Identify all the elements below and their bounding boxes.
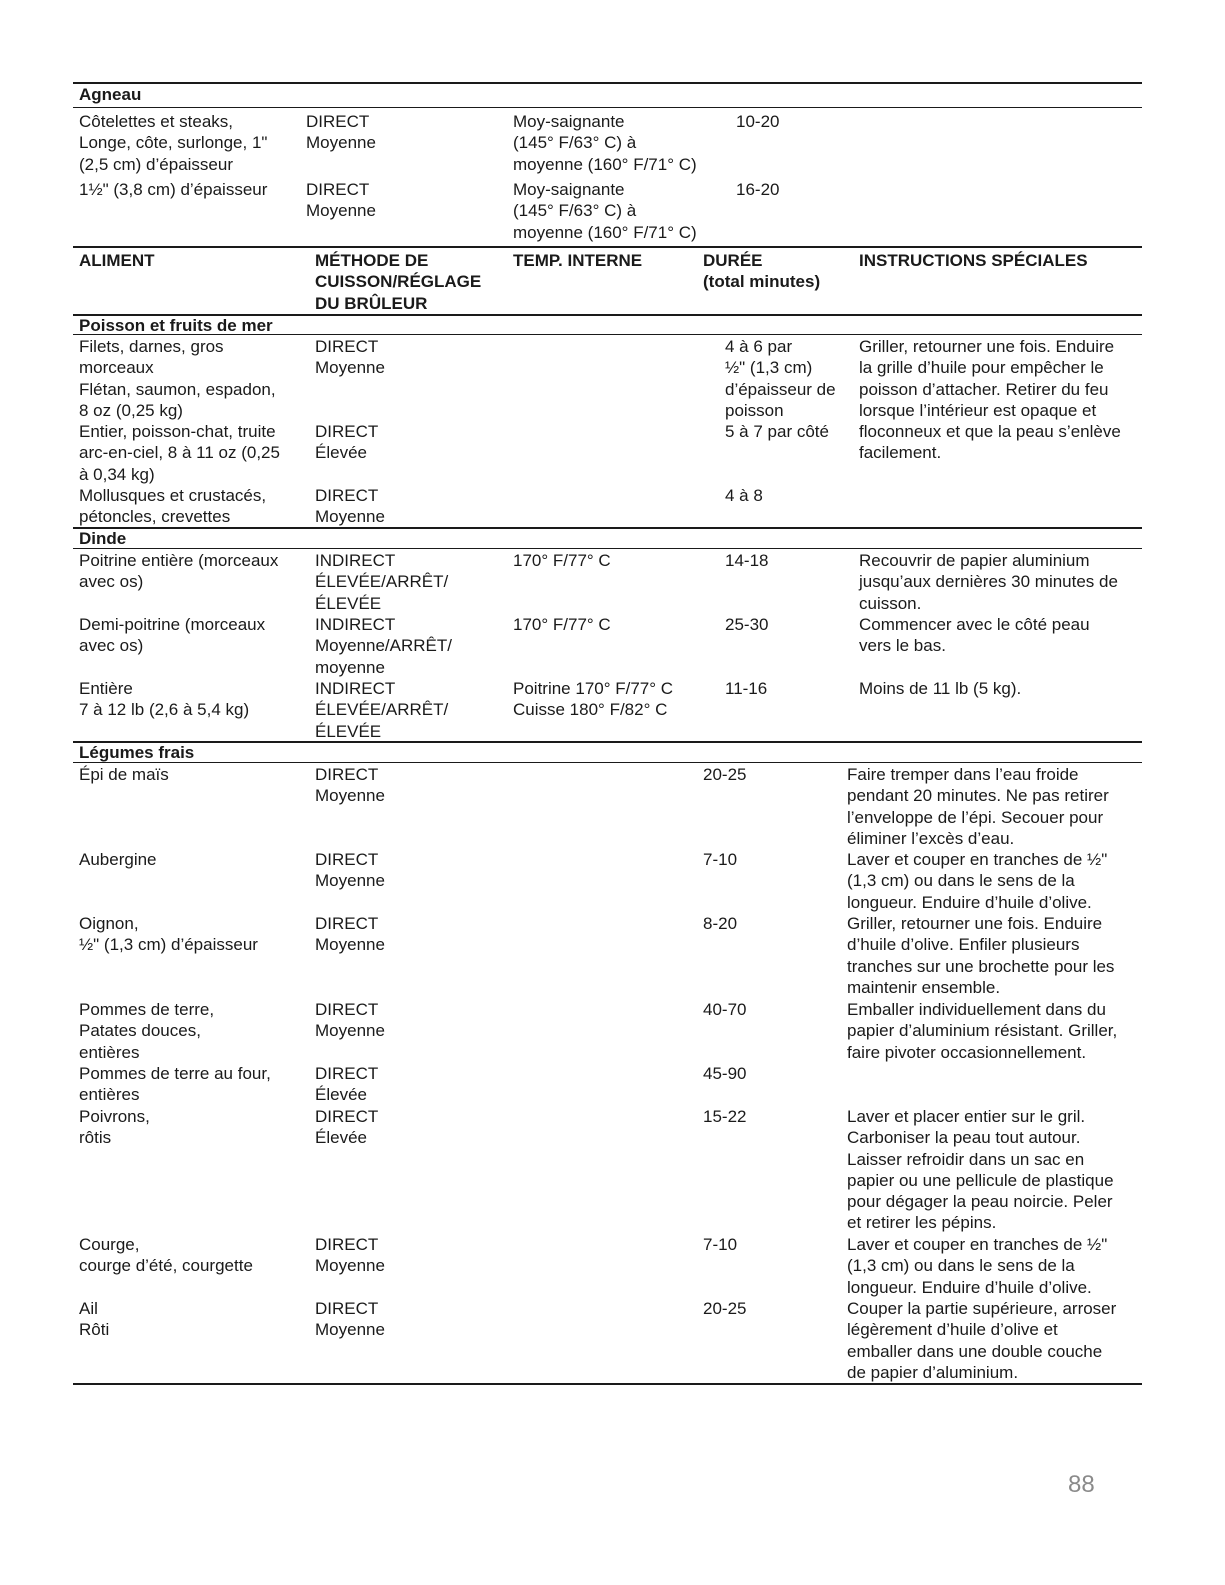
dinde-row-2-duree: 25-30: [725, 615, 769, 634]
poisson-row-2-methode: DIRECT Élevée: [315, 422, 379, 463]
dinde-row-1-temp: 170° F/77° C: [513, 551, 611, 570]
dinde-row-2-instructions: Commencer avec le côté peau vers le bas.: [859, 615, 1090, 656]
agneau-row-1-methode: DIRECT Moyenne: [306, 112, 376, 153]
legumes-row-2-instructions: Laver et couper en tranches de ½" (1,3 cm) ou dans le sens de la longueur. Enduire d’huile d’olive.: [847, 850, 1108, 912]
dinde-row-2-temp: 170° F/77° C: [513, 615, 611, 634]
legumes-row-5-methode: DIRECT Élevée: [315, 1064, 379, 1105]
poisson-row-1-aliment: Filets, darnes, gros morceaux Flétan, saumon, espadon, 8 oz (0,25 kg): [79, 337, 276, 420]
poisson-row-1-duree: 4 à 6 par ½" (1,3 cm) d’épaisseur de poisson: [725, 337, 836, 420]
poisson-row-3-methode: DIRECT Moyenne: [315, 486, 385, 527]
dinde-row-1-aliment: Poitrine entière (morceaux avec os): [79, 551, 279, 592]
legumes-row-5-aliment: Pommes de terre au four, entières: [79, 1064, 271, 1105]
header-aliment: ALIMENT: [79, 251, 155, 270]
dinde-row-1-instructions: Recouvrir de papier aluminium jusqu’aux dernières 30 minutes de cuisson.: [859, 551, 1118, 613]
legumes-row-7-duree: 7-10: [703, 1235, 738, 1254]
legumes-row-5-duree: 45-90: [703, 1064, 747, 1083]
dinde-row-3-aliment: Entière 7 à 12 lb (2,6 à 5,4 kg): [79, 679, 250, 720]
section-title-poisson: Poisson et fruits de mer: [79, 316, 273, 335]
dinde-row-2-aliment: Demi-poitrine (morceaux avec os): [79, 615, 266, 656]
agneau-row-1-aliment: Côtelettes et steaks, Longe, côte, surlonge, 1" (2,5 cm) d’épaisseur: [79, 112, 268, 174]
dinde-row-1-duree: 14-18: [725, 551, 769, 570]
section-title-agneau: Agneau: [79, 85, 142, 104]
dinde-row-3-instructions: Moins de 11 lb (5 kg).: [859, 679, 1022, 698]
legumes-row-4-methode: DIRECT Moyenne: [315, 1000, 385, 1041]
header-temp: TEMP. INTERNE: [513, 251, 643, 270]
rule-top: [73, 82, 1142, 84]
legumes-row-8-duree: 20-25: [703, 1299, 747, 1318]
dinde-row-3-methode: INDIRECT ÉLEVÉE/ARRÊT/ ÉLEVÉE: [315, 679, 449, 741]
poisson-row-1-instructions: Griller, retourner une fois. Enduire la grille d’huile pour empêcher le poisson d’attacher. Retirer du feu lorsque l’intérieur est opaque et floconneux et que la peau s’enlève facilement.: [859, 337, 1121, 463]
poisson-row-3-duree: 4 à 8: [725, 486, 763, 505]
header-methode: MÉTHODE DE CUISSON/RÉGLAGE DU BRÛLEUR: [315, 251, 482, 313]
legumes-row-6-duree: 15-22: [703, 1107, 747, 1126]
legumes-row-8-aliment: Ail Rôti: [79, 1299, 110, 1340]
agneau-row-2-duree: 16-20: [736, 180, 780, 199]
rule-bottom: [73, 1383, 1142, 1385]
legumes-row-1-duree: 20-25: [703, 765, 747, 784]
poisson-row-3-aliment: Mollusques et crustacés, pétoncles, crevettes: [79, 486, 267, 527]
agneau-row-2-aliment: 1½" (3,8 cm) d’épaisseur: [79, 180, 268, 199]
legumes-row-4-aliment: Pommes de terre, Patates douces, entières: [79, 1000, 215, 1062]
dinde-row-2-methode: INDIRECT Moyenne/ARRÊT/ moyenne: [315, 615, 452, 677]
legumes-row-7-instructions: Laver et couper en tranches de ½" (1,3 cm) ou dans le sens de la longueur. Enduire d’huile d’olive.: [847, 1235, 1108, 1297]
legumes-row-4-duree: 40-70: [703, 1000, 747, 1019]
agneau-row-2-temp: Moy-saignante (145° F/63° C) à moyenne (160° F/71° C): [513, 180, 697, 242]
legumes-row-1-instructions: Faire tremper dans l’eau froide pendant 20 minutes. Ne pas retirer l’enveloppe de l’épi. Secouer pour éliminer l’excès d’eau.: [847, 765, 1109, 848]
poisson-row-2-aliment: Entier, poisson-chat, truite arc-en-ciel, 8 à 11 oz (0,25 à 0,34 kg): [79, 422, 280, 484]
legumes-row-8-instructions: Couper la partie supérieure, arroser légèrement d’huile d’olive et emballer dans une double couche de papier d’aluminium.: [847, 1299, 1117, 1382]
legumes-row-4-instructions: Emballer individuellement dans du papier d’aluminium résistant. Griller, faire pivoter occasionnellement.: [847, 1000, 1118, 1062]
agneau-row-1-temp: Moy-saignante (145° F/63° C) à moyenne (160° F/71° C): [513, 112, 697, 174]
legumes-row-3-methode: DIRECT Moyenne: [315, 914, 385, 955]
header-duree: DURÉE (total minutes): [703, 251, 821, 292]
rule-legumes-top: [73, 741, 1142, 743]
legumes-row-1-aliment: Épi de maïs: [79, 765, 169, 784]
rule-header-top: [73, 246, 1142, 248]
legumes-row-3-duree: 8-20: [703, 914, 738, 933]
poisson-row-1-methode: DIRECT Moyenne: [315, 337, 385, 378]
page-number: 88: [1068, 1471, 1095, 1498]
legumes-row-6-instructions: Laver et placer entier sur le gril. Carboniser la peau tout autour. Laisser refroidir dans un sac en papier ou une pellicule de plastique pour dégager la peau noircie. Peler et retirer les pépins.: [847, 1107, 1114, 1233]
rule-agneau: [73, 107, 1142, 108]
agneau-row-1-duree: 10-20: [736, 112, 780, 131]
poisson-row-2-duree: 5 à 7 par côté: [725, 422, 829, 441]
legumes-row-3-aliment: Oignon, ½" (1,3 cm) d’épaisseur: [79, 914, 258, 955]
legumes-row-7-aliment: Courge, courge d’été, courgette: [79, 1235, 253, 1276]
rule-legumes: [73, 762, 1142, 763]
dinde-row-3-duree: 11-16: [725, 679, 768, 698]
legumes-row-6-aliment: Poivrons, rôtis: [79, 1107, 150, 1148]
header-instructions: INSTRUCTIONS SPÉCIALES: [859, 251, 1088, 270]
legumes-row-6-methode: DIRECT Élevée: [315, 1107, 379, 1148]
legumes-row-8-methode: DIRECT Moyenne: [315, 1299, 385, 1340]
dinde-row-1-methode: INDIRECT ÉLEVÉE/ARRÊT/ ÉLEVÉE: [315, 551, 449, 613]
dinde-row-3-temp: Poitrine 170° F/77° C Cuisse 180° F/82° C: [513, 679, 674, 720]
legumes-row-2-methode: DIRECT Moyenne: [315, 850, 385, 891]
legumes-row-2-aliment: Aubergine: [79, 850, 157, 869]
legumes-row-1-methode: DIRECT Moyenne: [315, 765, 385, 806]
section-title-legumes: Légumes frais: [79, 743, 195, 762]
legumes-row-2-duree: 7-10: [703, 850, 738, 869]
legumes-row-7-methode: DIRECT Moyenne: [315, 1235, 385, 1276]
rule-dinde: [73, 548, 1142, 549]
agneau-row-2-methode: DIRECT Moyenne: [306, 180, 376, 221]
legumes-row-3-instructions: Griller, retourner une fois. Enduire d’huile d’olive. Enfiler plusieurs tranches sur une brochette pour les maintenir ensemble.: [847, 914, 1115, 997]
section-title-dinde: Dinde: [79, 529, 127, 548]
